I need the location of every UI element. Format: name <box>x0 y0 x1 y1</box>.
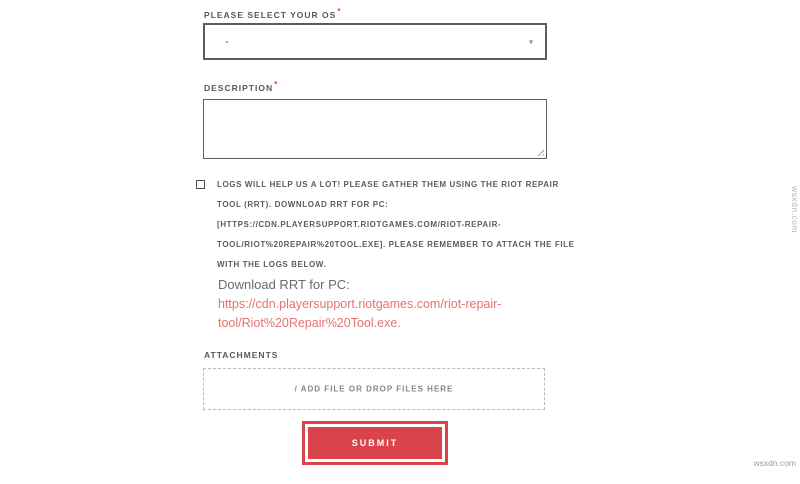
watermark-side: wsxdn.com <box>790 186 800 234</box>
file-dropzone[interactable] <box>203 368 545 410</box>
attachments-label: ATTACHMENTS <box>204 350 279 360</box>
watermark-corner: wsxdn.com <box>753 458 796 468</box>
logs-checkbox[interactable] <box>196 180 205 189</box>
rrt-download-link-line: https://cdn.playersupport.riotgames.com/riot-repair- <box>218 297 502 311</box>
logs-label-line: [HTTPS://CDN.PLAYERSUPPORT.RIOTGAMES.COM/RIOT-REPAIR- <box>217 220 502 229</box>
os-field-label <box>204 7 341 20</box>
chevron-down-icon: ▾ <box>528 37 533 46</box>
description-field-label <box>204 80 278 93</box>
rrt-download-link[interactable] <box>218 295 501 333</box>
submit-button[interactable]: SUBMIT <box>308 427 442 459</box>
file-dropzone-text: / ADD FILE OR DROP FILES HERE <box>294 384 454 394</box>
logs-label-line: LOGS WILL HELP US A LOT! PLEASE GATHER THEM USING THE RIOT REPAIR <box>217 180 559 189</box>
download-rrt-label: Download RRT for PC: <box>218 277 350 292</box>
os-select-value: - <box>225 35 229 48</box>
os-field-label-text: PLEASE SELECT YOUR OS <box>204 9 337 20</box>
logs-label-line: TOOL/RIOT%20REPAIR%20TOOL.EXE]. PLEASE REMEMBER TO ATTACH THE FILE <box>217 240 575 249</box>
rrt-download-link-line: tool/Riot%20Repair%20Tool.exe. <box>218 316 401 330</box>
required-asterisk: * <box>274 80 279 89</box>
logs-label-line: TOOL (RRT). DOWNLOAD RRT FOR PC: <box>217 200 389 209</box>
required-asterisk: * <box>337 7 342 16</box>
description-textarea[interactable] <box>203 99 547 159</box>
logs-label-line: WITH THE LOGS BELOW. <box>217 260 327 269</box>
os-select[interactable] <box>203 23 547 60</box>
resize-grip-icon[interactable] <box>535 147 544 156</box>
logs-checkbox-label[interactable] <box>217 175 575 275</box>
description-field-label-text: DESCRIPTION <box>204 82 274 93</box>
submit-highlight-annotation <box>302 421 448 465</box>
